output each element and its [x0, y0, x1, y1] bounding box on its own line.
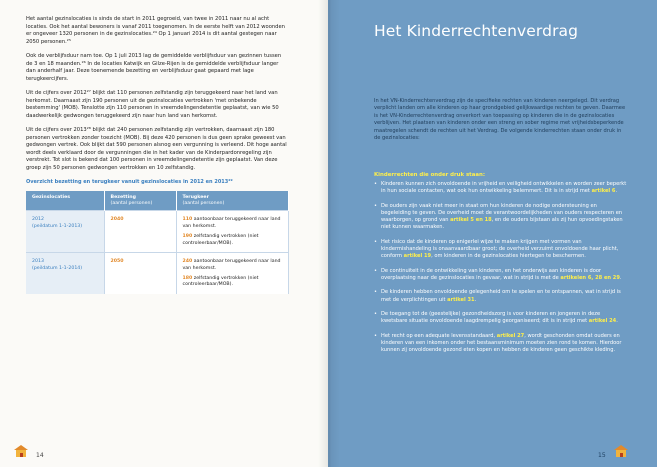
return-cell: 110 aantoonbaar teruggekeerd naar land van herkomst. 190 zelfstandig vertrokken (niet controleerbaar/MOB). — [176, 211, 289, 253]
header-gezinslocaties: Gezinslocaties — [26, 191, 104, 211]
intro-paragraph: In het VN-Kinderrechtenverdrag zijn de specifieke rechten van kinderen neergelegd. Dit verdrag verplicht landen om alle kinderen op haar grondgebied gelijkwaardige rechten te geven. Daarmee is het VN-Kinderrechtenverdrag onverkort van toepassing op kinderen die in de gezinslocaties verblijven. Het plaatsen van kinderen onder een streng en sober regime met vrijheidsbeperkende maatregelen schendt de rechten uit het Verdrag. De volgende kinderrechten staan onder druk in de gezinslocaties: — [374, 98, 626, 142]
occupancy-cell: 2040 — [104, 211, 176, 253]
table-header-row — [26, 191, 289, 211]
occupancy-cell: 2050 — [104, 253, 176, 294]
table-row — [26, 253, 289, 294]
list-item: • Het recht op een adequate levensstandaard, artikel 27, wordt geschonden omdat ouders en kinderen van een inkomen onder het bestaansminimum moeten zien rond te komen. Hierdoor kunnen zij onvoldoende gezond eten kopen en hebben de kinderen geen geschikte kleding. — [374, 333, 628, 355]
house-icon — [14, 445, 28, 457]
list-item: • De ouders zijn vaak niet meer in staat om hun kinderen de nodige ondersteuning en begeleiding te geven. De overheid moet de verantwoordelijkheden van ouders respecteren en waarborgen, op grond van artikel 5 en 18, en de ouders bijstaan als zij hun opvoedingstaken niet kunnen waarmaken. — [374, 203, 628, 232]
header-terugkeer: Terugkeer (aantal personen) — [176, 191, 289, 211]
house-icon — [614, 445, 628, 457]
location-cell: 2012 (peildatum 1-1-2013) — [26, 211, 104, 253]
occupancy-return-table — [26, 191, 289, 294]
paragraph-2: Ook de verblijfsduur nam toe. Op 1 juli 2013 lag de gemiddelde verblijfsduur van gezinnen tussen de 3 en 18 maanden.²⁶ In de locaties Katwijk en Gilze-Rijen is de gemiddelde verblijfsduur langer dan anderhalf jaar. Deze toenemende bezetting en verblijfsduur gaat gepaard met lage terugkeercijfers. — [26, 52, 282, 82]
paragraph-1: Het aantal gezinslocaties is sinds de start in 2011 gegroeid, van twee in 2011 naar nu al acht locaties. Ook het aantal bewoners is vanaf 2011 toegenomen. In de eerste helft van 2012 woonden er ongeveer 1320 personen in de gezinslocaties.²⁴ Op 1 januari 2014 is dit aantal gestegen naar 2050 personen.²⁵ — [26, 16, 285, 45]
list-item: • Kinderen kunnen zich onvoldoende in vrijheid en veiligheid ontwikkelen en worden zeer beperkt in hun sociale contacten, wat ook hun ontwikkeling belemmert. Dit is in strijd met artikel 6. — [374, 181, 628, 195]
return-cell: 240 aantoonbaar teruggekeerd naar land van herkomst. 180 zelfstandig vertrokken (niet controleerbaar/MOB). — [176, 253, 289, 294]
table-row — [26, 211, 289, 253]
book-gutter — [318, 0, 340, 467]
page-title: Het Kinderrechtenverdrag — [374, 22, 579, 40]
rights-list — [374, 181, 628, 362]
header-bezetting: Bezetting (aantal personen) — [104, 191, 176, 211]
table-title: Overzicht bezetting en terugkeer vanuit gezinslocaties in 2012 en 2013²⁹ — [26, 179, 233, 186]
list-item: • Het risico dat de kinderen op enigerlei wijze te maken krijgen met vormen van kindermishandeling is onaanvaardbaar groot; de overheid verzuimt onvoldoende haar plicht, conform artikel 19, om kinderen in de gezinslocaties hiertegen te beschermen. — [374, 239, 628, 261]
rights-heading: Kinderrechten die onder druk staan: — [374, 172, 486, 178]
paragraph-3: Uit de cijfers over 2012²⁷ blijkt dat 110 personen zelfstandig zijn teruggekeerd naar het land van herkomst. Daarnaast zijn 190 personen uit de gezinslocaties vertrokken 'met onbekende bestemming' (MOB). Tenslotte zijn 110 personen in vreemdelingendetentie geplaatst, van wie 50 daadwerkelijk gedwongen teruggekeerd zijn naar hun land van herkomst. — [26, 89, 279, 119]
paragraph-4: Uit de cijfers over 2013²⁸ blijkt dat 240 personen zelfstandig zijn vertrokken, daarnaast zijn 180 personen vertrokken zonder toezicht (MOB). Bij deze 420 personen is dus geen sprake geweest van gedwongen vertrek. Ook blijkt dat 590 personen alsnog een vergunning is verleend. Dit hoge aantal wordt deels verklaard door de vergunningen die in het kader van de Kinderpardonregeling zijn verstrekt. Tot slot is bekend dat 100 personen in vreemdelingendetentie zijn geplaatst. Van deze groep zijn 50 personen gedwongen vertrokken en 10 zelfstandig. — [26, 126, 287, 171]
page-number-right: 15 — [598, 452, 606, 459]
list-item: • De kinderen hebben onvoldoende gelegenheid om te spelen en te ontspannen, wat in strijd is met de verplichtingen uit artikel 31. — [374, 289, 628, 303]
left-page-body — [26, 16, 289, 294]
page-number-left: 14 — [36, 452, 44, 459]
list-item: • De toegang tot de (geestelijke) gezondheidszorg is voor kinderen en jongeren in deze kwetsbare situatie onvoldoende laagdrempelig georganiseerd; dit is in strijd met artikel 24. — [374, 311, 628, 325]
list-item: • De continuïteit in de ontwikkeling van kinderen, en het onderwijs aan kinderen is door overplaatsing naar de gezinslocaties in gevaar, wat in strijd is met de artikelen 6, 28 en 29. — [374, 268, 628, 282]
location-cell: 2013 (peildatum 1-1-2014) — [26, 253, 104, 294]
